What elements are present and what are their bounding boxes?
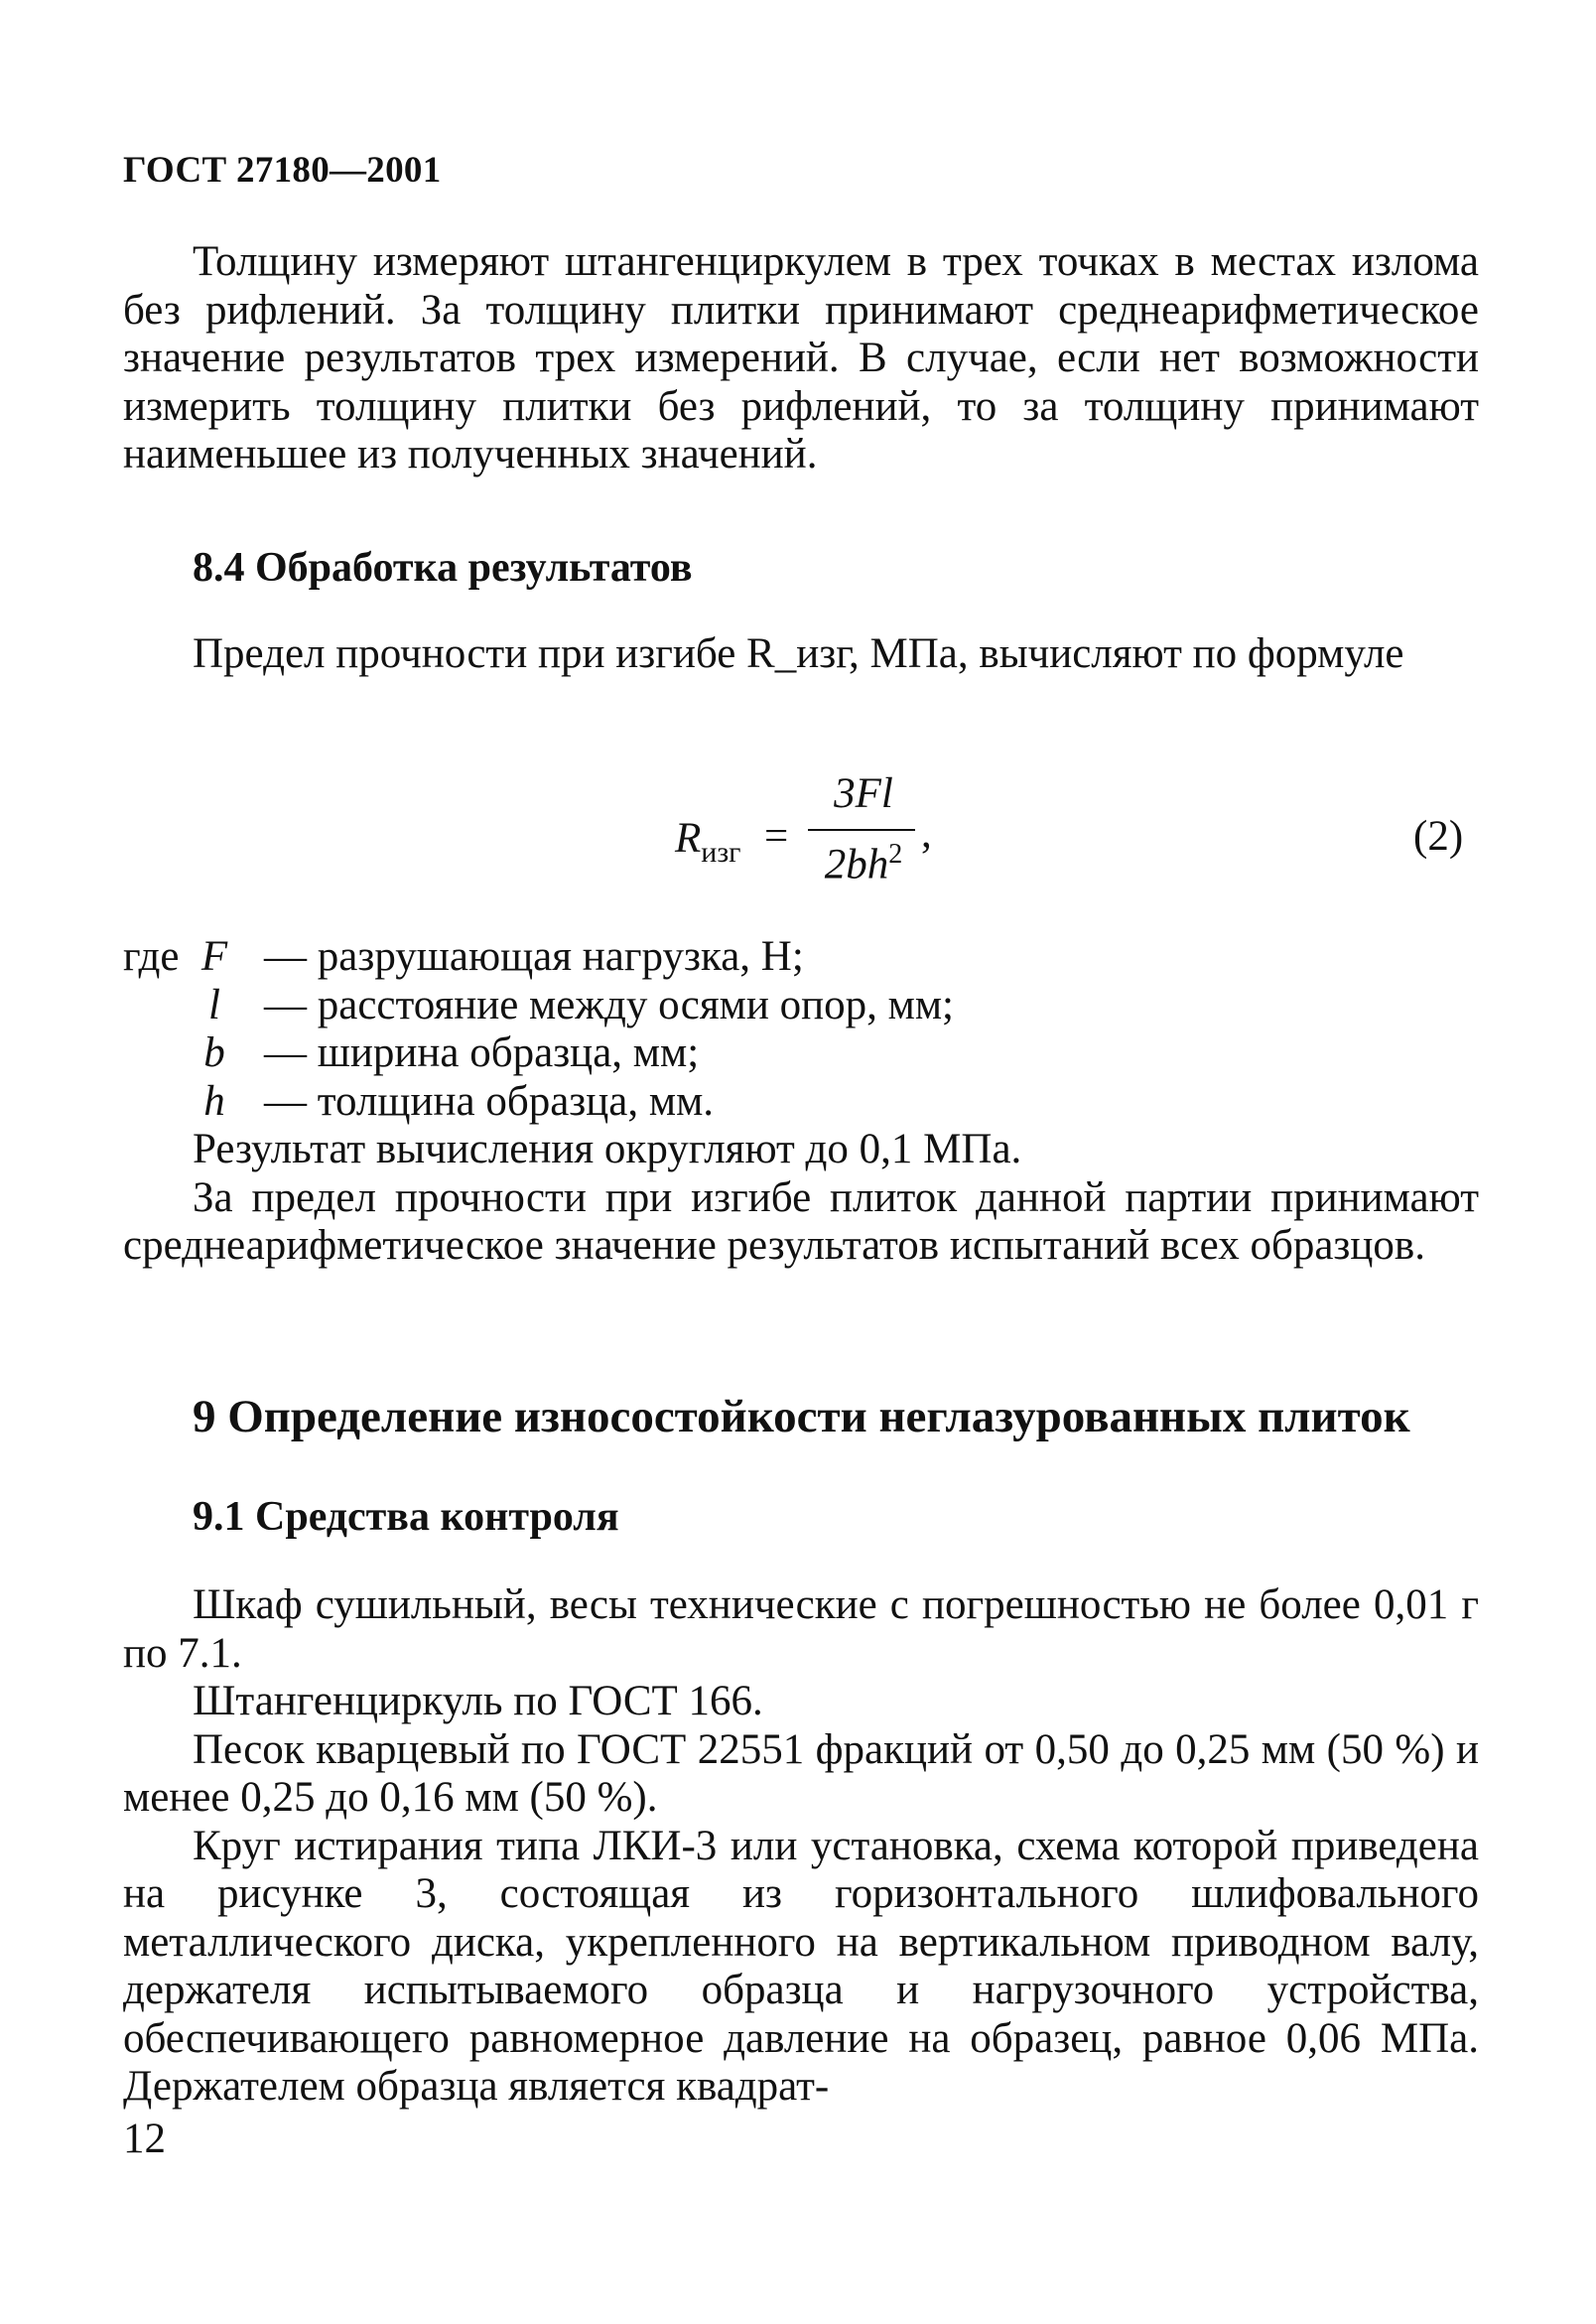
variable-desc: — разрушающая нагрузка, Н;: [264, 933, 804, 980]
formula-intro: [123, 630, 1479, 679]
conclusion-text: За предел прочности при изгибе плиток данной партии принимают среднеарифметическое значение результатов испытаний всех образцов.: [123, 1173, 1479, 1269]
page-number: 12: [123, 2116, 166, 2162]
equation-number: (2): [1413, 813, 1464, 860]
variable-symbol: F: [200, 933, 228, 980]
formula-intro-text: Предел прочности при изгибе R_изг, МПа, вычисляют по формуле: [193, 630, 1404, 677]
formula-denominator: $2bh^2$: [824, 839, 903, 889]
section-9-1-body: [123, 1581, 1479, 2112]
variable-symbol: l: [208, 981, 220, 1028]
equipment-text: Шкаф сушильный, весы технические с погрешностью не более 0,01 г по 7.1.: [123, 1581, 1479, 1677]
abrasion-wheel-text: Круг истирания типа ЛКИ-3 или установка, схема которой приведена на рисунке 3, состоящая из горизонтального шлифовального металлического диска, укрепленного на вертикальном приводном валу, держателя испытываемого образца и нагрузочного устройства, обеспечивающего равномерное давление на образец, равное 0,06 МПа. Держателем образца является квадрат-: [123, 1822, 1479, 2110]
where-label: где: [123, 933, 180, 980]
variable-desc: — толщина образца, мм.: [264, 1077, 715, 1125]
formula-comma: ,: [921, 810, 932, 857]
variable-symbol: b: [203, 1029, 225, 1076]
variable-symbol: h: [203, 1077, 225, 1125]
intro-paragraph: [123, 238, 1479, 479]
document-header: ГОСТ 27180—2001: [123, 150, 442, 191]
sand-text: Песок кварцевый по ГОСТ 22551 фракций от 0,50 до 0,25 мм (50 %) и менее 0,25 до 0,16 мм (50 %).: [123, 1725, 1479, 1821]
section-9-title: 9 Определение износостойкости неглазурованных плиток: [193, 1391, 1410, 1442]
intro-text: Толщину измеряют штангенциркулем в трех точках в местах излома без рифлений. За толщину плитки принимают среднеарифметическое значение результатов трех измерений. В случае, если нет возможности измерить толщину плитки без рифлений, то за толщину принимают наименьшее из полученных значений.: [123, 238, 1479, 478]
section-9-1-title: 9.1 Средства контроля: [193, 1494, 619, 1540]
formula-numerator: 3Fl: [834, 770, 893, 817]
formula-equals: =: [764, 813, 789, 860]
caliper-text: Штангенциркуль по ГОСТ 166.: [193, 1678, 763, 1724]
variable-desc: — расстояние между осями опор, мм;: [264, 981, 954, 1028]
fraction-bar: [808, 829, 915, 831]
section-8-4-title: 8.4 Обработка результатов: [193, 545, 693, 591]
formula-lhs: $R_{изг}$: [675, 815, 741, 869]
formula-2: [675, 769, 973, 908]
variable-desc: — ширина образца, мм;: [264, 1029, 700, 1076]
results-paragraphs: [123, 1126, 1479, 1271]
rounding-text: Результат вычисления округляют до 0,1 МПа.: [193, 1126, 1022, 1172]
